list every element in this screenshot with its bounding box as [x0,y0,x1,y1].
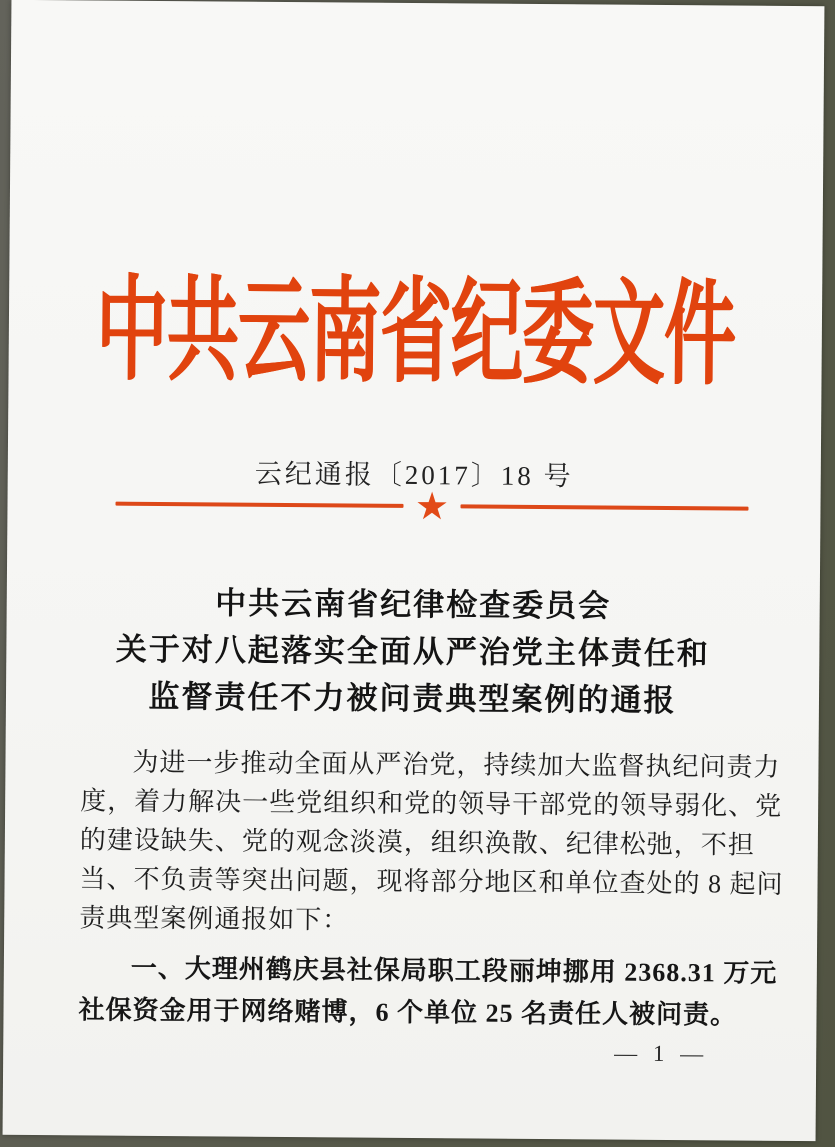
body-line: 当、不负责等突出问题，现将部分地区和单位查处的 8 起问 [79,864,784,899]
body-line: 的建设缺失、党的观念淡漠，组织涣散、纪律松弛，不担 [79,825,755,860]
separator-line-right [460,504,748,510]
title-line-2: 关于对八起落实全面从严治党主体责任和 [115,631,710,672]
body-line: 社保资金用于网络赌博，6 个单位 25 名责任人被问责。 [78,995,738,1030]
body-line: 为进一步推动全面从严治党，持续加大监督执纪问责力 [132,747,781,782]
body-line: 度，着力解决一些党组织和党的领导干部党的领导弱化、党 [80,786,783,821]
masthead-separator [115,484,748,529]
title-line-1: 中共云南省纪律检查委员会 [215,585,612,624]
body-paragraph-1 [79,742,784,942]
document-number: 云纪通报〔2017〕18 号 [254,458,574,492]
document-title [6,578,820,725]
body-line: 责典型案例通报如下： [79,903,350,935]
red-star-icon: ★ [414,484,450,529]
title-line-3: 监督责任不力被问责典型案例的通报 [148,678,677,719]
page-number: — 1 — [614,1040,709,1067]
document-masthead: 中共云南省纪委文件 [95,267,736,400]
document-body [78,742,784,1036]
body-line: 一、大理州鹤庆县社保局职工段丽坤挪用 2368.31 万元 [130,953,778,988]
body-paragraph-2 [78,947,778,1036]
separator-line-left [116,502,404,508]
document-page [3,0,825,1141]
